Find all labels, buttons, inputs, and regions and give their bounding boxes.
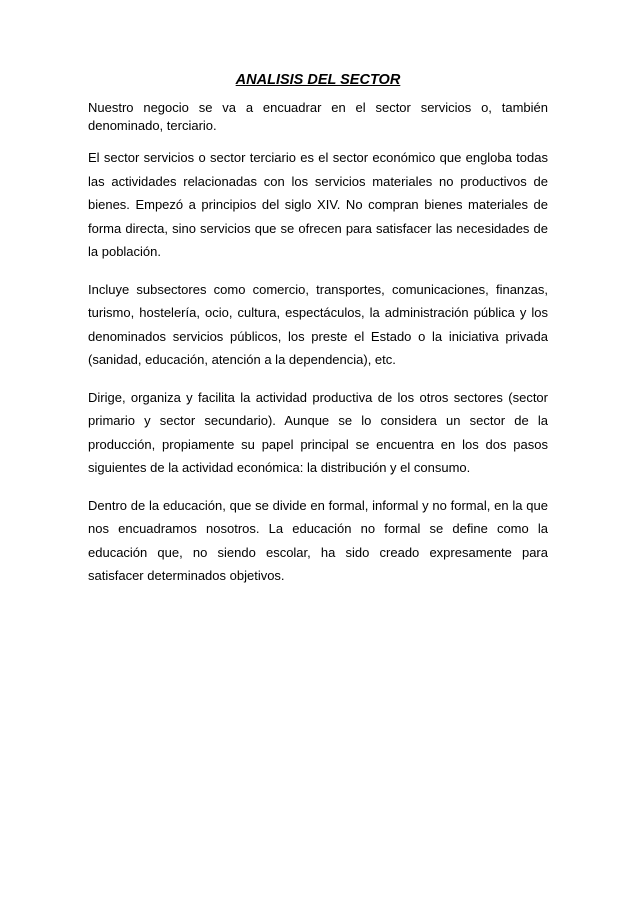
paragraph-education: Dentro de la educación, que se divide en formal, informal y no formal, en la que nos encuadramos nosotros. La educación no formal se define como la educación que, no siendo escolar, ha sido creado expresamente para satisfacer determinados objetivos. [88,497,548,583]
paragraph-subsectors: Incluye subsectores como comercio, transportes, comunicaciones, finanzas, turismo, hostelería, ocio, cultura, espectáculos, la administración pública y los denominados servicios públicos, los preste el Estado o la iniciativa privada (sanidad, educación, atención a la dependencia), etc. [88,281,548,367]
document-body [88,70,548,602]
document-title: ANALISIS DEL SECTOR [235,72,401,88]
paragraph-sector-definition: El sector servicios o sector terciario es el sector económico que engloba todas las actividades relacionadas con los servicios materiales no productivos de bienes. Empezó a principios del siglo XIV. No compran bienes materiales de forma directa, sino servicios que se ofrecen para satisfacer las necesidades de la población. [88,150,548,259]
intro-paragraph: Nuestro negocio se va a encuadrar en el sector servicios o, también denominado, terciario. [88,100,548,133]
paragraph-role: Dirige, organiza y facilita la actividad productiva de los otros sectores (sector primario y sector secundario). Aunque se lo considera un sector de la producción, propiamente su papel principal se encuentra en los dos pasos siguientes de la actividad económica: la distribución y el consumo. [88,389,548,475]
